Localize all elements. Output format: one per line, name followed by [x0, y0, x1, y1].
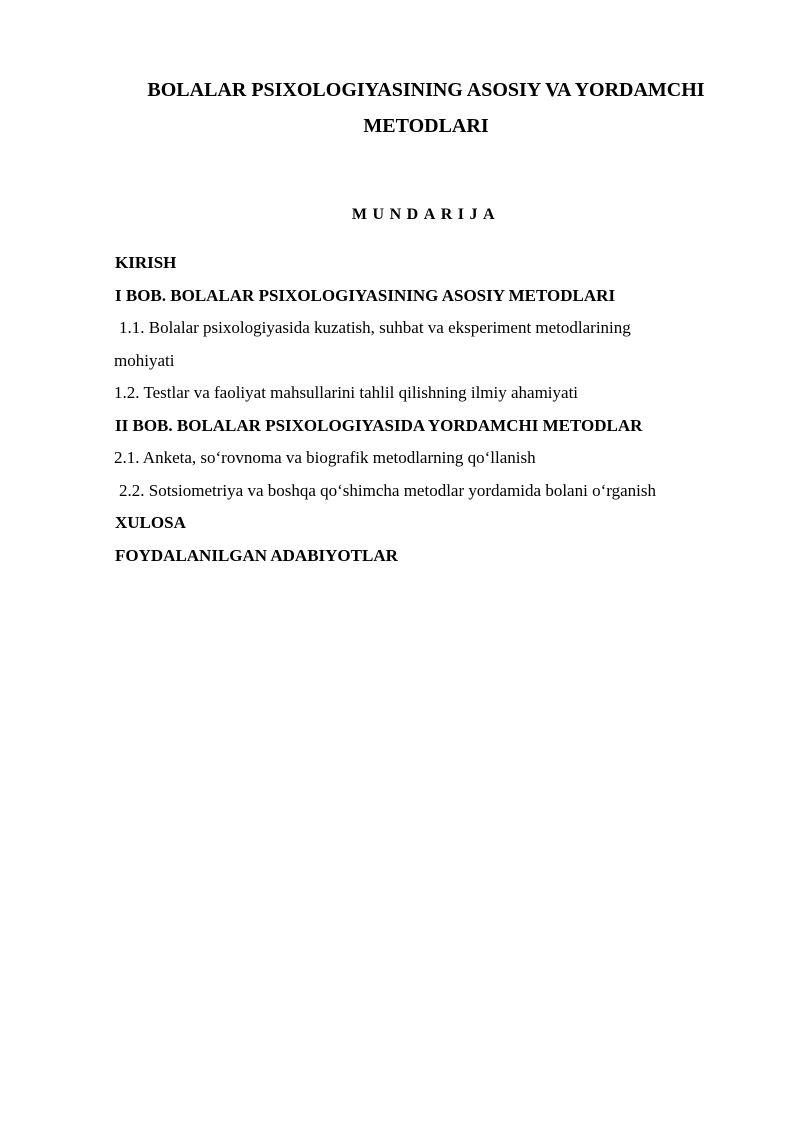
toc-item-section-2-2: 2.2. Sotsiometriya va boshqa qo‘shimcha metodlar yordamida bolani o‘rganish	[119, 480, 656, 500]
document-title	[100, 72, 752, 144]
toc-item-introduction: KIRISH	[115, 253, 177, 272]
table-of-contents-heading: MUNDARIJA	[351, 206, 501, 223]
table-of-contents	[115, 247, 735, 572]
toc-item-conclusion: XULOSA	[115, 513, 186, 532]
title-line-1: BOLALAR PSIXOLOGIYASINING ASOSIY VA YORDAMCHI	[147, 79, 705, 101]
toc-item-section-1-2: 1.2. Testlar va faoliyat mahsullarini tahlil qilishning ilmiy ahamiyati	[114, 383, 579, 402]
toc-item-chapter-2: II BOB. BOLALAR PSIXOLOGIYASIDA YORDAMCHI METODLAR	[115, 415, 643, 435]
toc-item-references: FOYDALANILGAN ADABIYOTLAR	[115, 545, 398, 565]
title-line-2: METODLARI	[363, 115, 489, 137]
toc-item-section-2-1: 2.1. Anketa, so‘rovnoma va biografik metodlarning qo‘llanish	[114, 448, 536, 467]
toc-item-chapter-1: I BOB. BOLALAR PSIXOLOGIYASINING ASOSIY METODLARI	[115, 285, 616, 305]
toc-item-section-1-1: 1.1. Bolalar psixologiyasida kuzatish, suhbat va eksperiment metodlarining	[119, 318, 631, 337]
toc-item-section-1-1-continued: mohiyati	[114, 350, 175, 370]
